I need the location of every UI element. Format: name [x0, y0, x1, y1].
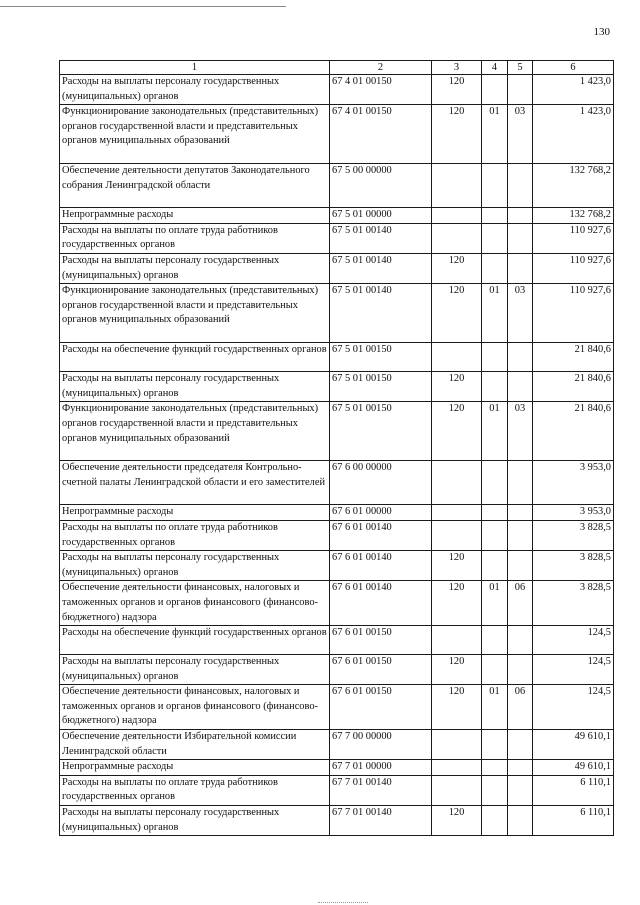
header-col-3: 3 — [432, 61, 482, 75]
scan-edge-mark — [318, 902, 368, 903]
table-row — [60, 164, 614, 208]
row-amount-cell: 3 828,5 — [533, 551, 614, 581]
header-col-2: 2 — [330, 61, 432, 75]
row-amount-cell: 49 610,1 — [533, 730, 614, 760]
row-section-cell — [482, 505, 508, 521]
row-name-cell: Расходы на выплаты по оплате труда работников государственных органов — [60, 223, 330, 253]
top-rule — [0, 6, 286, 7]
row-name-cell: Функционирование законодательных (представительных) органов государственной власти и представительных органов муниципальных образований — [60, 105, 330, 164]
row-expense-type-cell: 120 — [432, 402, 482, 461]
row-name-cell: Непрограммные расходы — [60, 208, 330, 224]
row-section-cell: 01 — [482, 685, 508, 730]
row-name-cell: Расходы на выплаты персоналу государственных (муниципальных) органов — [60, 372, 330, 402]
table-row — [60, 402, 614, 461]
row-name-cell: Непрограммные расходы — [60, 505, 330, 521]
row-subsection-cell — [508, 253, 533, 283]
row-section-cell: 01 — [482, 581, 508, 626]
row-subsection-cell — [508, 806, 533, 836]
row-name-cell: Расходы на выплаты персоналу государственных (муниципальных) органов — [60, 655, 330, 685]
row-code-cell: 67 6 01 00140 — [330, 581, 432, 626]
table-header-row — [60, 61, 614, 75]
row-section-cell — [482, 253, 508, 283]
row-name-cell: Расходы на выплаты по оплате труда работников государственных органов — [60, 520, 330, 550]
table-row — [60, 520, 614, 550]
table-row — [60, 775, 614, 805]
row-subsection-cell — [508, 164, 533, 208]
row-code-cell: 67 6 01 00150 — [330, 626, 432, 655]
row-name-cell: Обеспечение деятельности финансовых, налоговых и таможенных органов и органов финансового (финансово-бюджетного) надзора — [60, 685, 330, 730]
row-amount-cell: 124,5 — [533, 655, 614, 685]
table-row — [60, 551, 614, 581]
row-amount-cell: 6 110,1 — [533, 775, 614, 805]
table-row — [60, 505, 614, 521]
row-name-cell: Расходы на обеспечение функций государственных органов — [60, 626, 330, 655]
row-subsection-cell — [508, 775, 533, 805]
row-expense-type-cell: 120 — [432, 551, 482, 581]
row-code-cell: 67 5 01 00140 — [330, 223, 432, 253]
row-section-cell — [482, 551, 508, 581]
row-amount-cell: 110 927,6 — [533, 223, 614, 253]
row-subsection-cell: 06 — [508, 581, 533, 626]
row-name-cell: Обеспечение деятельности председателя Контрольно-счетной палаты Ленинградской области и его заместителей — [60, 461, 330, 505]
header-col-1: 1 — [60, 61, 330, 75]
table-row — [60, 806, 614, 836]
table-row — [60, 372, 614, 402]
row-code-cell: 67 5 01 00150 — [330, 343, 432, 372]
row-code-cell: 67 7 00 00000 — [330, 730, 432, 760]
table-row — [60, 581, 614, 626]
header-col-6: 6 — [533, 61, 614, 75]
row-code-cell: 67 6 01 00140 — [330, 551, 432, 581]
row-name-cell: Обеспечение деятельности депутатов Законодательного собрания Ленинградской области — [60, 164, 330, 208]
row-section-cell — [482, 775, 508, 805]
table-row — [60, 685, 614, 730]
row-expense-type-cell: 120 — [432, 372, 482, 402]
row-name-cell: Расходы на выплаты по оплате труда работников государственных органов — [60, 775, 330, 805]
row-name-cell: Обеспечение деятельности Избирательной комиссии Ленинградской области — [60, 730, 330, 760]
row-expense-type-cell — [432, 164, 482, 208]
row-section-cell — [482, 626, 508, 655]
row-name-cell: Расходы на выплаты персоналу государственных (муниципальных) органов — [60, 806, 330, 836]
row-amount-cell: 124,5 — [533, 685, 614, 730]
row-amount-cell: 3 828,5 — [533, 581, 614, 626]
row-name-cell: Расходы на обеспечение функций государственных органов — [60, 343, 330, 372]
row-subsection-cell — [508, 730, 533, 760]
row-expense-type-cell: 120 — [432, 284, 482, 343]
row-subsection-cell: 03 — [508, 402, 533, 461]
row-amount-cell: 3 828,5 — [533, 520, 614, 550]
row-section-cell — [482, 208, 508, 224]
row-name-cell: Расходы на выплаты персоналу государственных (муниципальных) органов — [60, 75, 330, 105]
row-amount-cell: 21 840,6 — [533, 372, 614, 402]
row-expense-type-cell: 120 — [432, 655, 482, 685]
row-amount-cell: 132 768,2 — [533, 208, 614, 224]
row-section-cell — [482, 372, 508, 402]
row-expense-type-cell — [432, 208, 482, 224]
row-subsection-cell: 03 — [508, 105, 533, 164]
row-code-cell: 67 4 01 00150 — [330, 75, 432, 105]
row-name-cell: Непрограммные расходы — [60, 760, 330, 776]
row-subsection-cell — [508, 551, 533, 581]
row-name-cell: Расходы на выплаты персоналу государственных (муниципальных) органов — [60, 551, 330, 581]
row-section-cell — [482, 343, 508, 372]
row-section-cell: 01 — [482, 284, 508, 343]
row-subsection-cell — [508, 223, 533, 253]
row-amount-cell: 3 953,0 — [533, 505, 614, 521]
row-expense-type-cell: 120 — [432, 685, 482, 730]
row-section-cell — [482, 520, 508, 550]
row-section-cell — [482, 806, 508, 836]
row-amount-cell: 124,5 — [533, 626, 614, 655]
row-subsection-cell — [508, 461, 533, 505]
row-subsection-cell — [508, 372, 533, 402]
row-subsection-cell — [508, 75, 533, 105]
row-expense-type-cell: 120 — [432, 806, 482, 836]
row-code-cell: 67 6 01 00150 — [330, 655, 432, 685]
row-subsection-cell — [508, 505, 533, 521]
table-row — [60, 284, 614, 343]
row-code-cell: 67 5 01 00140 — [330, 253, 432, 283]
row-amount-cell: 132 768,2 — [533, 164, 614, 208]
table-row — [60, 253, 614, 283]
row-code-cell: 67 7 01 00000 — [330, 760, 432, 776]
row-code-cell: 67 6 01 00150 — [330, 685, 432, 730]
row-subsection-cell — [508, 343, 533, 372]
row-code-cell: 67 7 01 00140 — [330, 806, 432, 836]
row-code-cell: 67 6 00 00000 — [330, 461, 432, 505]
table-row — [60, 208, 614, 224]
header-col-5: 5 — [508, 61, 533, 75]
table-row — [60, 223, 614, 253]
row-section-cell — [482, 655, 508, 685]
row-expense-type-cell: 120 — [432, 581, 482, 626]
row-section-cell: 01 — [482, 402, 508, 461]
row-code-cell: 67 5 01 00150 — [330, 372, 432, 402]
row-amount-cell: 1 423,0 — [533, 75, 614, 105]
header-col-4: 4 — [482, 61, 508, 75]
row-subsection-cell — [508, 520, 533, 550]
row-subsection-cell — [508, 655, 533, 685]
row-subsection-cell: 06 — [508, 685, 533, 730]
row-code-cell: 67 5 01 00140 — [330, 284, 432, 343]
table-row — [60, 626, 614, 655]
row-expense-type-cell: 120 — [432, 253, 482, 283]
row-name-cell: Функционирование законодательных (представительных) органов государственной власти и представительных органов муниципальных образований — [60, 402, 330, 461]
row-expense-type-cell: 120 — [432, 105, 482, 164]
row-name-cell: Обеспечение деятельности финансовых, налоговых и таможенных органов и органов финансового (финансово-бюджетного) надзора — [60, 581, 330, 626]
row-amount-cell: 21 840,6 — [533, 402, 614, 461]
table-row — [60, 105, 614, 164]
row-expense-type-cell — [432, 626, 482, 655]
row-subsection-cell — [508, 208, 533, 224]
row-amount-cell: 110 927,6 — [533, 253, 614, 283]
row-amount-cell: 49 610,1 — [533, 760, 614, 776]
table-row — [60, 655, 614, 685]
row-code-cell: 67 6 01 00140 — [330, 520, 432, 550]
row-section-cell — [482, 75, 508, 105]
row-subsection-cell — [508, 760, 533, 776]
page-number: 130 — [593, 26, 610, 38]
row-section-cell — [482, 730, 508, 760]
row-section-cell — [482, 164, 508, 208]
row-expense-type-cell — [432, 730, 482, 760]
table-row — [60, 760, 614, 776]
row-expense-type-cell — [432, 461, 482, 505]
row-section-cell — [482, 461, 508, 505]
row-amount-cell: 6 110,1 — [533, 806, 614, 836]
table-row — [60, 343, 614, 372]
row-code-cell: 67 6 01 00000 — [330, 505, 432, 521]
row-section-cell: 01 — [482, 105, 508, 164]
budget-table — [59, 60, 614, 836]
row-code-cell: 67 5 01 00150 — [330, 402, 432, 461]
row-section-cell — [482, 223, 508, 253]
row-name-cell: Расходы на выплаты персоналу государственных (муниципальных) органов — [60, 253, 330, 283]
row-expense-type-cell — [432, 760, 482, 776]
row-expense-type-cell — [432, 775, 482, 805]
row-code-cell: 67 4 01 00150 — [330, 105, 432, 164]
row-code-cell: 67 7 01 00140 — [330, 775, 432, 805]
row-amount-cell: 1 423,0 — [533, 105, 614, 164]
row-expense-type-cell: 120 — [432, 75, 482, 105]
row-amount-cell: 110 927,6 — [533, 284, 614, 343]
table-row — [60, 730, 614, 760]
row-expense-type-cell — [432, 505, 482, 521]
row-name-cell: Функционирование законодательных (представительных) органов государственной власти и представительных органов муниципальных образований — [60, 284, 330, 343]
row-section-cell — [482, 760, 508, 776]
row-expense-type-cell — [432, 223, 482, 253]
table-row — [60, 461, 614, 505]
row-code-cell: 67 5 01 00000 — [330, 208, 432, 224]
row-amount-cell: 3 953,0 — [533, 461, 614, 505]
row-subsection-cell — [508, 626, 533, 655]
table-row — [60, 75, 614, 105]
row-amount-cell: 21 840,6 — [533, 343, 614, 372]
table-body — [60, 75, 614, 836]
row-subsection-cell: 03 — [508, 284, 533, 343]
row-expense-type-cell — [432, 343, 482, 372]
row-code-cell: 67 5 00 00000 — [330, 164, 432, 208]
row-expense-type-cell — [432, 520, 482, 550]
